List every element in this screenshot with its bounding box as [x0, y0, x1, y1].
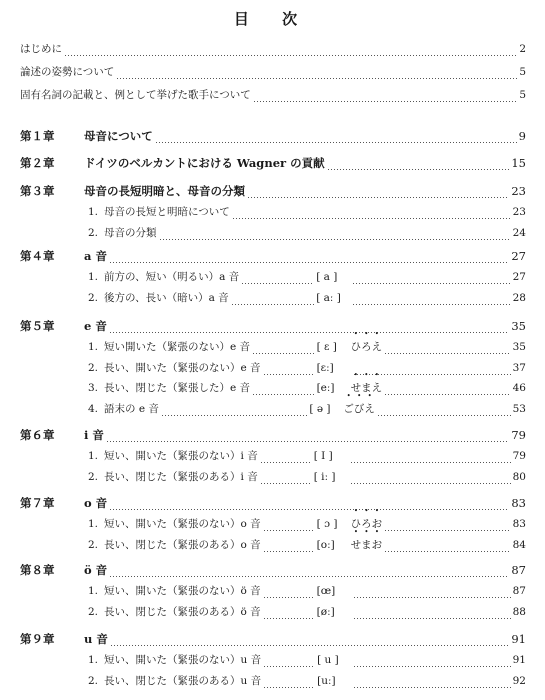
chapter-title: a 音	[84, 249, 107, 263]
chapter-entry	[20, 182, 526, 198]
chapter-title: 母音の長短明暗と、母音の分類	[84, 184, 245, 198]
chapter-entry	[20, 630, 526, 646]
section-title: 短い、開いた（緊張のない）ö 音	[104, 585, 261, 597]
section-number: 1.	[88, 450, 99, 462]
section-number: 4.	[88, 402, 99, 415]
section-entry	[88, 651, 526, 667]
page-number: 2	[519, 43, 526, 55]
page-number: 79	[511, 428, 526, 442]
leader-dots	[384, 541, 510, 552]
leader-dots	[350, 452, 511, 463]
section-entry	[88, 515, 526, 531]
leader-dots	[260, 473, 312, 484]
leader-dots	[109, 499, 509, 510]
ipa-symbol: [ u ]	[317, 654, 339, 666]
leader-dots	[109, 322, 510, 333]
section-number: 2.	[88, 470, 99, 483]
page-number: 46	[512, 382, 526, 394]
section-title: 長い、開いた（緊張のない）e 音	[104, 361, 261, 374]
chapter-entry	[20, 154, 526, 170]
section-entry	[88, 603, 526, 619]
section-entry	[88, 289, 526, 305]
chapter-title: i 音	[84, 428, 104, 442]
page-number: 5	[519, 89, 526, 101]
section-title: 後方の、長い（暗い）a 音	[104, 291, 229, 304]
page-number: 84	[512, 538, 526, 551]
section-number: 2.	[88, 538, 99, 551]
leader-dots	[253, 91, 518, 102]
page-number: 80	[512, 470, 526, 483]
chapter-number: 第３章	[20, 184, 55, 198]
leader-dots	[263, 677, 315, 688]
leader-dots	[352, 294, 510, 305]
section-number: 3.	[88, 382, 99, 394]
leader-dots	[377, 405, 511, 416]
page-number: 28	[512, 291, 526, 304]
leader-dots	[353, 656, 511, 667]
chapter-number: 第９章	[20, 632, 55, 646]
page-number: 87	[511, 563, 526, 577]
leader-dots	[159, 229, 511, 240]
toc-entry-intro	[20, 63, 526, 79]
page-number: 88	[512, 605, 526, 618]
example-word: せまお	[350, 538, 383, 551]
ipa-symbol: [œ]	[316, 585, 336, 597]
page-number: 91	[511, 632, 526, 646]
leader-dots	[384, 520, 510, 531]
page-number: 23	[511, 184, 526, 198]
leader-dots	[353, 587, 511, 598]
leader-dots	[232, 208, 511, 219]
chapter-entry	[20, 561, 526, 577]
section-number: 2.	[88, 226, 99, 239]
ipa-symbol: [eː]	[316, 382, 335, 394]
section-title: 短い、開いた（緊張のない）i 音	[104, 450, 258, 462]
toc-entry-intro	[20, 86, 526, 102]
section-title: 短い、開いた（緊張のない）o 音	[104, 518, 261, 530]
ipa-symbol: [ ɛ ]	[316, 341, 337, 353]
toc-entry-intro	[20, 40, 526, 56]
example-word: せまえ	[350, 382, 383, 394]
leader-dots	[106, 431, 509, 442]
leader-dots	[116, 68, 517, 79]
chapter-entry	[20, 426, 526, 442]
chapter-title: o 音	[84, 496, 108, 510]
leader-dots	[353, 608, 511, 619]
section-entry	[88, 672, 526, 688]
ipa-symbol: [ ə ]	[309, 402, 331, 415]
section-number: 1.	[88, 654, 99, 666]
page-number: 91	[512, 654, 526, 666]
ipa-symbol: [ ɔ ]	[316, 518, 338, 530]
leader-dots	[241, 273, 314, 284]
section-number: 1.	[88, 271, 99, 283]
section-title: 短い、開いた（緊張のない）u 音	[104, 654, 262, 666]
ipa-symbol: [øː]	[316, 605, 335, 618]
page-number: 79	[512, 450, 526, 462]
section-entry	[88, 536, 526, 552]
entry-label: はじめに	[20, 43, 62, 55]
ipa-symbol: [ I ]	[313, 450, 333, 462]
leader-dots	[263, 520, 315, 531]
ipa-symbol: [ɛː]	[316, 361, 334, 374]
example-word: ごびえ	[343, 402, 375, 415]
ipa-symbol: [ iː ]	[313, 470, 336, 483]
page-number: 15	[511, 156, 526, 170]
page-number: 53	[512, 402, 526, 415]
example-word: ひろお	[350, 518, 383, 530]
section-title: 語末の e 音	[104, 402, 159, 415]
section-title: 長い、閉じた（緊張のある）ö 音	[104, 605, 261, 618]
section-entry	[88, 582, 526, 598]
page-number: 5	[519, 66, 526, 78]
leader-dots	[161, 405, 308, 416]
leader-dots	[155, 132, 517, 143]
example-word: ひろえ	[350, 341, 383, 353]
leader-dots	[263, 587, 315, 598]
leader-dots	[352, 273, 510, 284]
chapter-title: ö 音	[84, 563, 108, 577]
leader-dots	[384, 384, 511, 395]
ipa-symbol: [oː]	[316, 538, 335, 551]
chapter-number: 第７章	[20, 496, 55, 510]
section-entry	[88, 268, 526, 284]
chapter-title: 母音について	[84, 129, 153, 143]
entry-label: 固有名詞の記載と、例として挙げた歌手について	[20, 89, 251, 101]
page-number: 87	[512, 585, 526, 597]
entry-label: 論述の姿勢について	[20, 66, 115, 78]
chapter-number: 第１章	[20, 129, 55, 143]
section-title: 母音の分類	[104, 226, 157, 239]
leader-dots	[252, 384, 315, 395]
page-number: 83	[511, 496, 526, 510]
section-number: 2.	[88, 291, 99, 304]
leader-dots	[350, 473, 511, 484]
section-title: 長い、閉じた（緊張のある）i 音	[104, 470, 258, 483]
page-number: 27	[511, 249, 526, 263]
chapter-entry	[20, 247, 526, 263]
leader-dots	[109, 566, 509, 577]
leader-dots	[263, 541, 315, 552]
section-entry	[88, 468, 526, 484]
section-number: 2.	[88, 361, 99, 374]
leader-dots	[110, 635, 509, 646]
chapter-title: ドイツのベルカントにおける Wagner の貢献	[84, 156, 325, 170]
page-number: 35	[512, 341, 526, 353]
chapter-number: 第２章	[20, 156, 55, 170]
section-title: 長い、閉じた（緊張のある）o 音	[104, 538, 261, 551]
section-title: 長い、閉じた（緊張した）e 音	[104, 382, 251, 394]
section-number: 1.	[88, 585, 99, 597]
leader-dots	[109, 252, 509, 263]
toc-title: 目 次	[233, 10, 312, 28]
leader-dots	[263, 656, 315, 667]
section-number: 2.	[88, 674, 99, 687]
leader-dots	[64, 45, 517, 56]
chapter-entry	[20, 127, 526, 143]
section-entry	[88, 400, 526, 416]
section-entry	[88, 203, 526, 219]
page-number: 92	[512, 674, 526, 687]
chapter-title: u 音	[84, 632, 108, 646]
leader-dots	[384, 343, 511, 354]
ipa-symbol: [ aː ]	[316, 291, 341, 304]
page-number: 27	[512, 271, 526, 283]
section-entry	[88, 447, 526, 463]
section-title: 短い開いた（緊張のない）e 音	[104, 341, 251, 353]
page-number: 35	[511, 319, 526, 333]
page-number: 24	[512, 226, 526, 239]
chapter-entry	[20, 317, 526, 333]
section-title: 母音の長短と明暗について	[104, 206, 230, 218]
leader-dots	[231, 294, 315, 305]
section-entry	[88, 359, 526, 375]
leader-dots	[263, 364, 315, 375]
section-number: 2.	[88, 605, 99, 618]
chapter-number: 第４章	[20, 249, 55, 263]
leader-dots	[353, 677, 511, 688]
page-number: 83	[512, 518, 526, 530]
page-number: 37	[512, 361, 526, 374]
section-entry	[88, 379, 526, 395]
chapter-title: e 音	[84, 319, 107, 333]
section-number: 1.	[88, 341, 99, 353]
section-title: 長い、閉じた（緊張のある）u 音	[104, 674, 262, 687]
section-number: 1.	[88, 518, 99, 530]
chapter-number: 第８章	[20, 563, 55, 577]
section-title: 前方の、短い（明るい）a 音	[104, 271, 240, 283]
section-number: 1.	[88, 206, 99, 218]
ipa-symbol: [ a ]	[316, 271, 338, 283]
section-entry	[88, 224, 526, 240]
page-number: 23	[512, 206, 526, 218]
chapter-entry	[20, 494, 526, 510]
chapter-number: 第５章	[20, 319, 55, 333]
page-number: 9	[518, 129, 526, 143]
chapter-number: 第６章	[20, 428, 55, 442]
leader-dots	[327, 159, 510, 170]
ipa-symbol: [uː]	[317, 674, 336, 687]
leader-dots	[263, 608, 315, 619]
leader-dots	[247, 187, 509, 198]
section-entry	[88, 338, 526, 354]
leader-dots	[252, 343, 315, 354]
leader-dots	[260, 452, 312, 463]
